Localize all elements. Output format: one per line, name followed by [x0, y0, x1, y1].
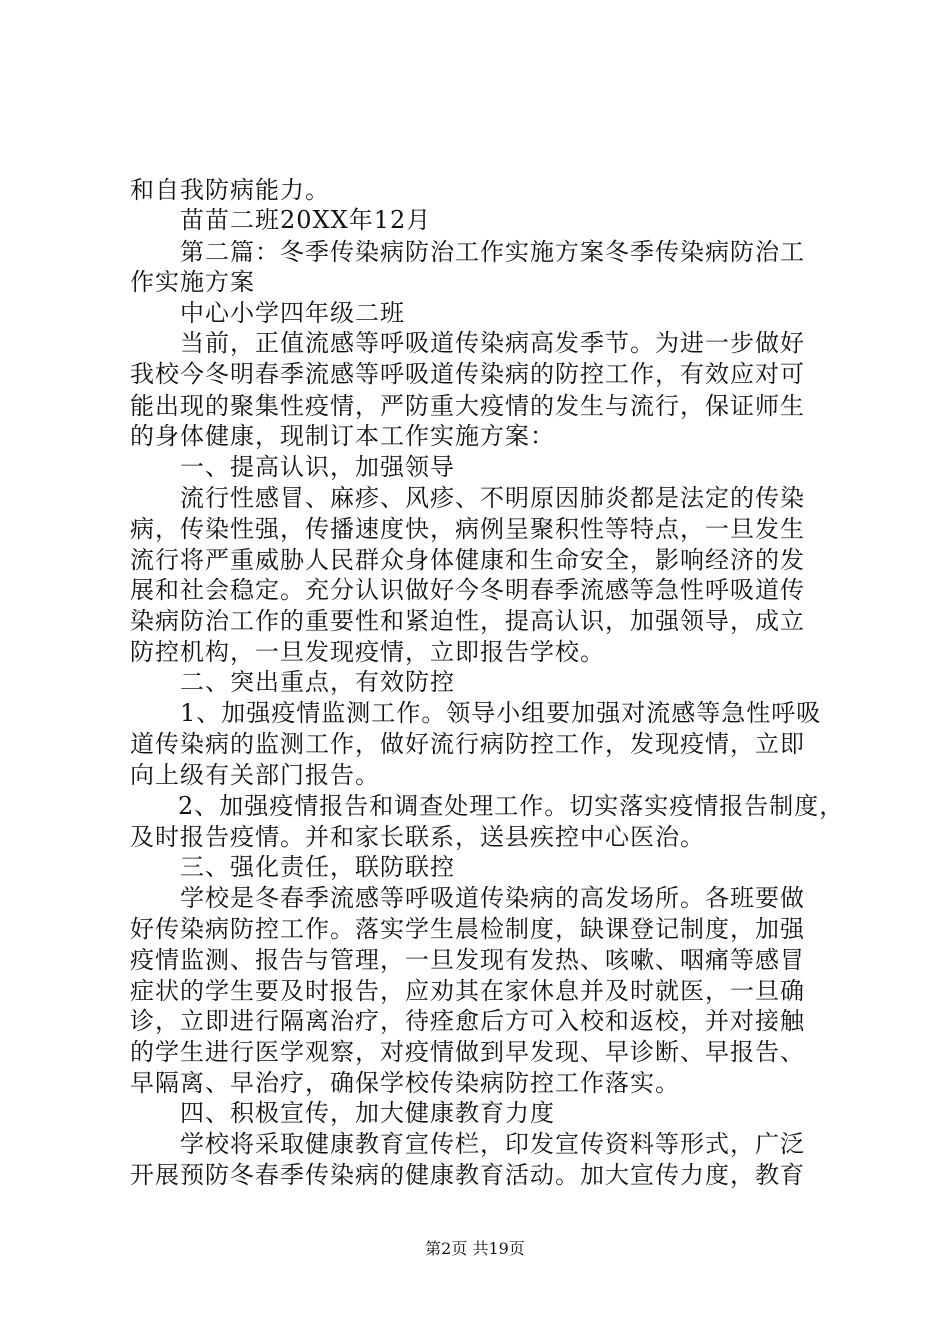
- paragraph-line: 流行性感冒、麻疹、风疹、不明原因肺炎都是法定的传染: [180, 484, 805, 512]
- text-line: 作实施方案: [130, 268, 255, 296]
- paragraph-line: 防控机构，一旦发现疫情，立即报告学校。: [130, 638, 605, 666]
- paragraph-line: 开展预防冬春季传染病的健康教育活动。加大宣传力度，教育: [130, 1161, 805, 1189]
- paragraph-line: 疫情监测、报告与管理，一旦发现有发热、咳嗽、咽痛等感冒: [130, 946, 805, 974]
- paragraph-line: 的身体健康，现制订本工作实施方案：: [130, 422, 555, 450]
- section-heading: 三、强化责任，联防联控: [180, 853, 455, 881]
- paragraph-line: 向上级有关部门报告。: [130, 761, 380, 789]
- paragraph-line: 道传染病的监测工作，做好流行病防控工作，发现疫情，立即: [130, 730, 805, 758]
- paragraph-line: 1、加强疫情监测工作。领导小组要加强对流感等急性呼吸: [180, 699, 822, 727]
- paragraph-line: 的学生进行医学观察，对疫情做到早发现、早诊断、早报告、: [130, 1038, 805, 1066]
- paragraph-line: 症状的学生要及时报告，应劝其在家休息并及时就医，一旦确: [130, 977, 805, 1005]
- page-footer: 第2页 共19页: [425, 1239, 525, 1258]
- section-heading: 一、提高认识，加强领导: [180, 453, 455, 481]
- paragraph-line: 早隔离、早治疗，确保学校传染病防控工作落实。: [130, 1069, 680, 1097]
- paragraph-line: 当前，正值流感等呼吸道传染病高发季节。为进一步做好: [180, 329, 805, 357]
- paragraph-line: 学校是冬春季流感等呼吸道传染病的高发场所。各班要做: [180, 884, 805, 912]
- paragraph-line: 展和社会稳定。充分认识做好今冬明春季流感等急性呼吸道传: [130, 576, 805, 604]
- section-heading: 二、突出重点，有效防控: [180, 668, 455, 696]
- paragraph-line: 染病防治工作的重要性和紧迫性，提高认识，加强领导，成立: [130, 607, 805, 635]
- text-line: 苗苗二班20XX年12月: [180, 206, 432, 234]
- section-heading: 第二篇：冬季传染病防治工作实施方案冬季传染病防治工: [180, 238, 805, 266]
- paragraph-line: 诊，立即进行隔离治疗，待痊愈后方可入校和返校，并对接触: [130, 1007, 805, 1035]
- text-line: 中心小学四年级二班: [180, 299, 405, 327]
- paragraph-line: 病，传染性强，传播速度快，病例呈聚积性等特点，一旦发生: [130, 515, 805, 543]
- paragraph-line: 我校今冬明春季流感等呼吸道传染病的防控工作，有效应对可: [130, 360, 805, 388]
- paragraph-line: 能出现的聚集性疫情，严防重大疫情的发生与流行，保证师生: [130, 392, 805, 420]
- paragraph-line: 学校将采取健康教育宣传栏，印发宣传资料等形式，广泛: [180, 1130, 805, 1158]
- paragraph-line: 好传染病防控工作。落实学生晨检制度，缺课登记制度，加强: [130, 915, 805, 943]
- paragraph-line: 2、加强疫情报告和调查处理工作。切实落实疫情报告制度，: [178, 792, 845, 820]
- text-line: 和自我防病能力。: [130, 176, 330, 204]
- section-heading: 四、积极宣传，加大健康教育力度: [180, 1099, 555, 1127]
- paragraph-line: 及时报告疫情。并和家长联系，送县疾控中心医治。: [130, 823, 705, 851]
- paragraph-line: 流行将严重威胁人民群众身体健康和生命安全，影响经济的发: [130, 546, 805, 574]
